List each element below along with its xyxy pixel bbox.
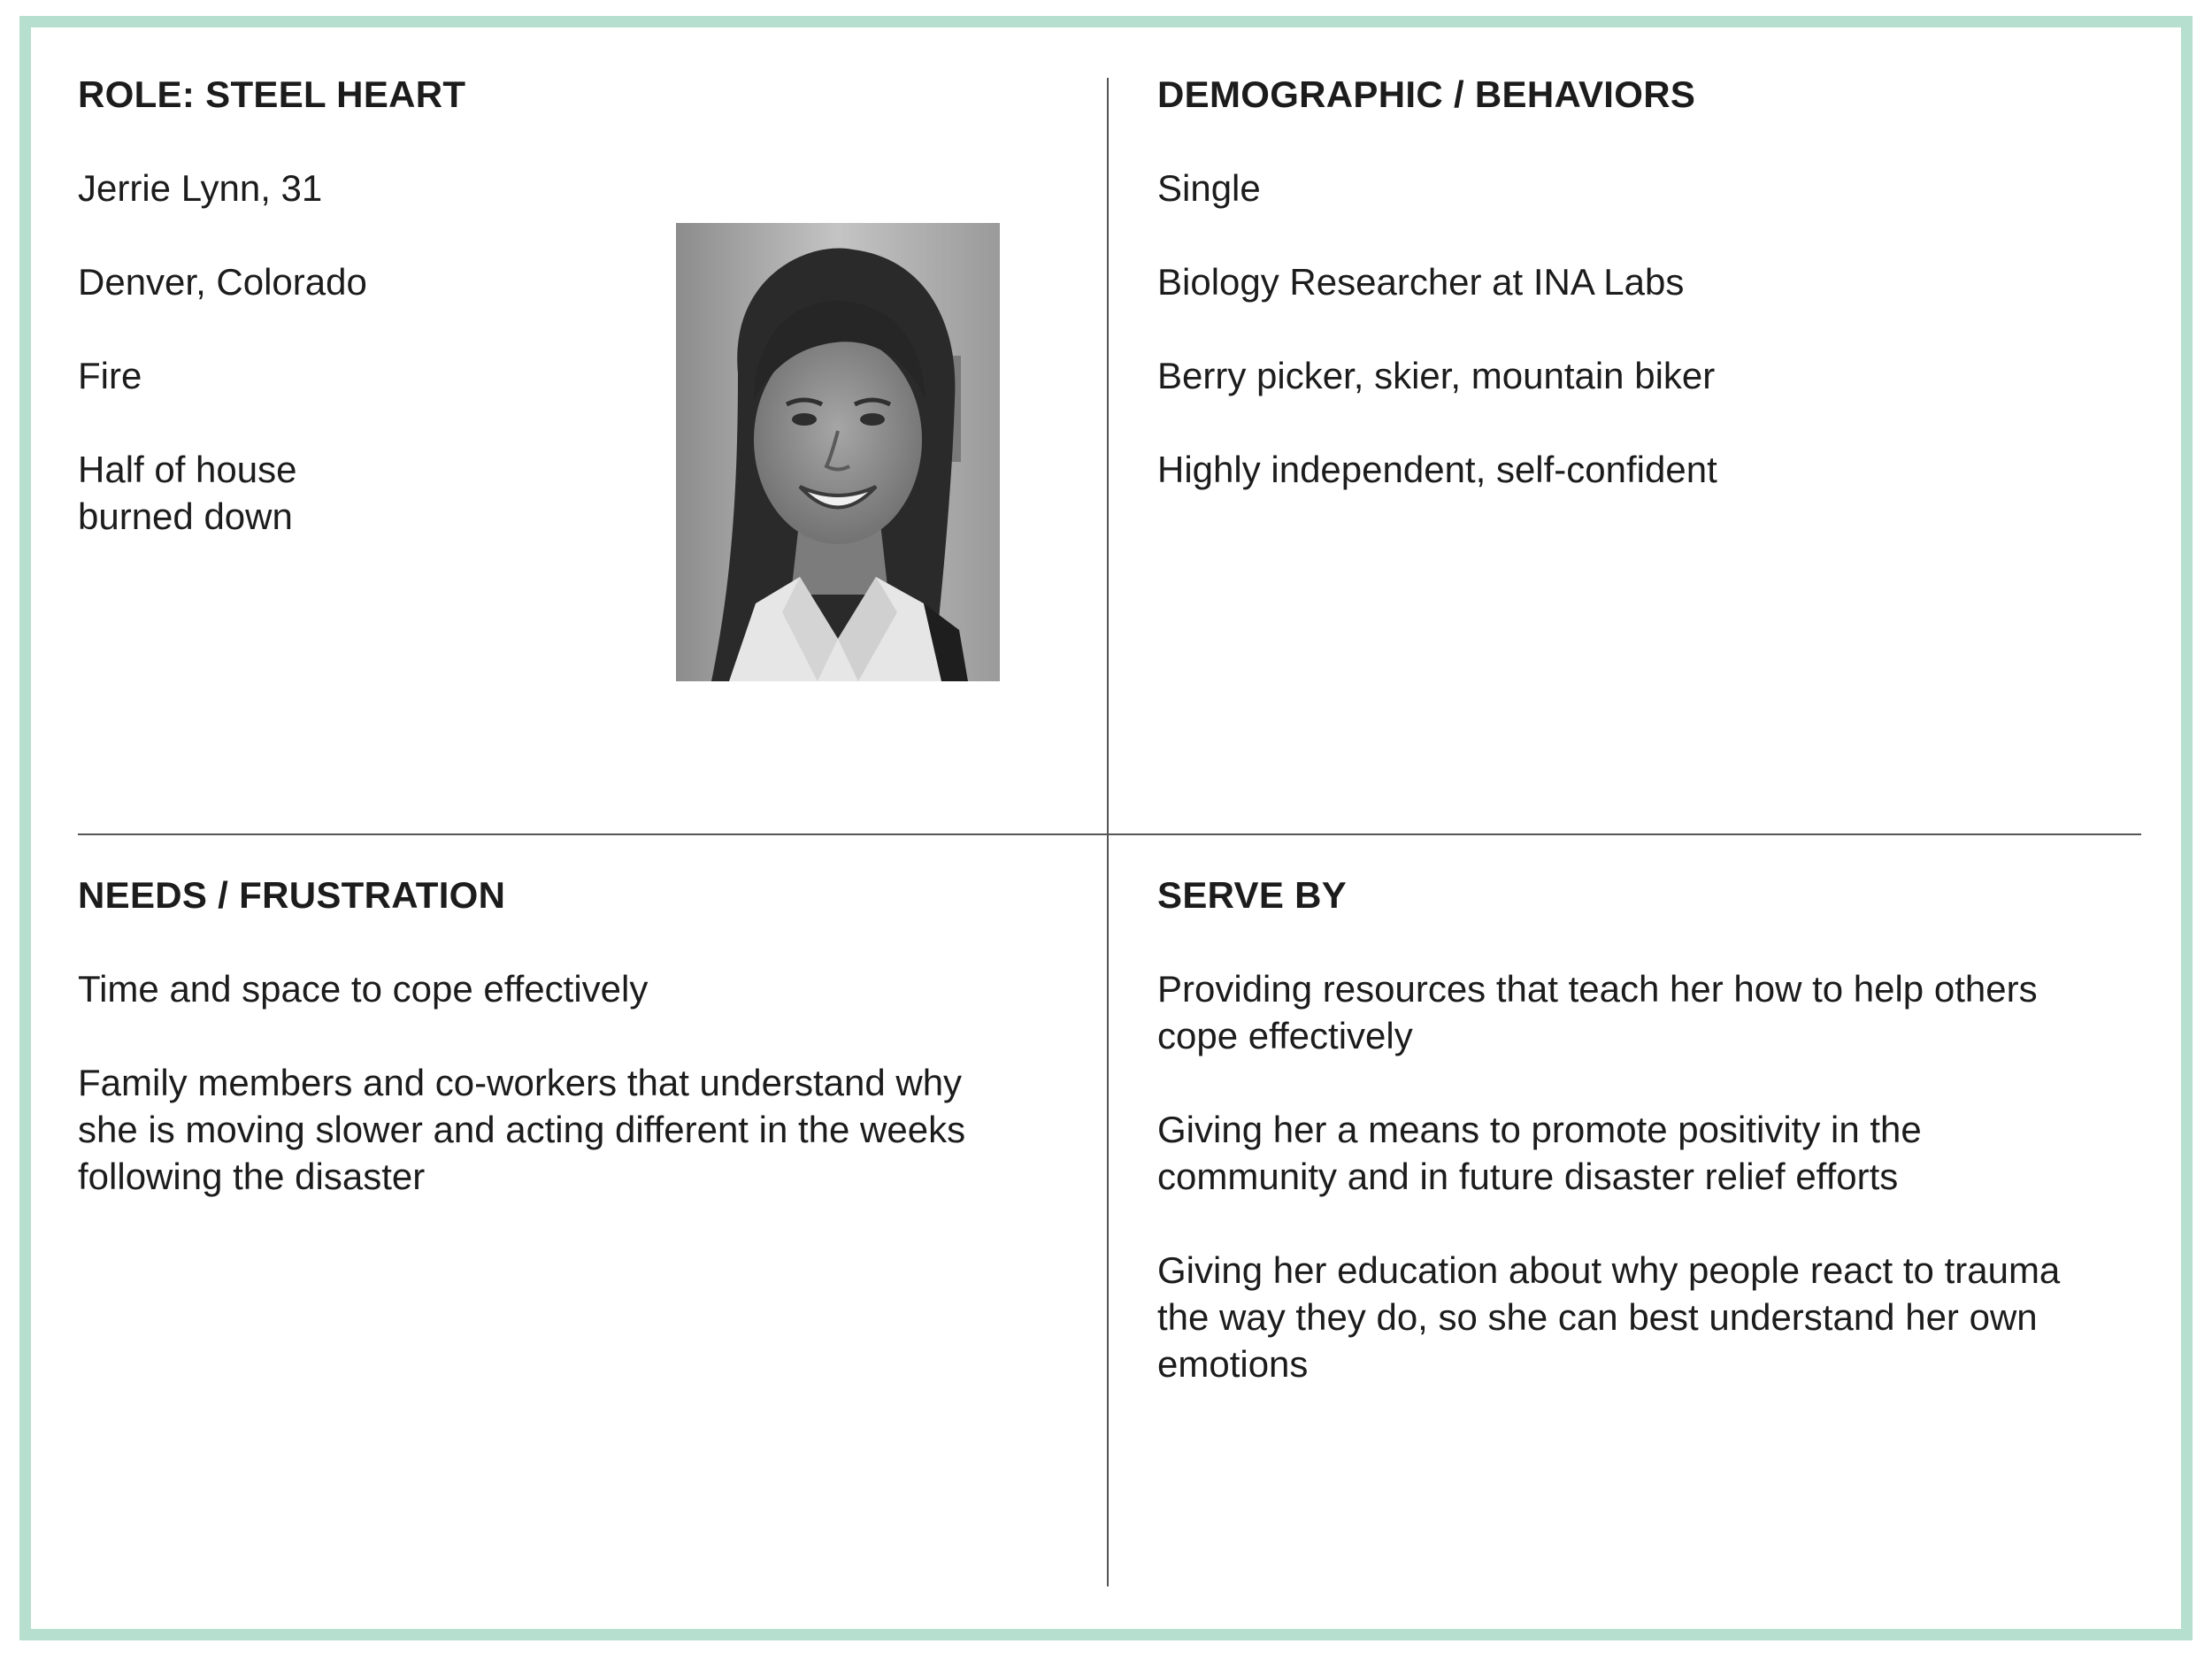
- needs-item: Time and space to cope effectively: [78, 968, 649, 1010]
- serve-item-line: Giving her education about why people react to trauma: [1157, 1249, 2061, 1291]
- needs-section: [78, 872, 1069, 1247]
- serve-item: [1157, 1106, 2148, 1200]
- serve-item-line: Giving her a means to promote positivity in the: [1157, 1109, 1922, 1150]
- serve-section: [1157, 872, 2148, 1434]
- serve-heading: SERVE BY: [1157, 874, 1348, 916]
- serve-item-line: Providing resources that teach her how to help others: [1157, 968, 2038, 1010]
- needs-item: [78, 1059, 1069, 1200]
- persona-disaster-type: Fire: [78, 355, 142, 396]
- demographic-item: Single: [1157, 167, 1261, 209]
- demographic-heading: DEMOGRAPHIC / BEHAVIORS: [1157, 73, 1696, 115]
- demographic-item: Highly independent, self-confident: [1157, 449, 1717, 490]
- demographic-section: [1157, 71, 2131, 540]
- role-heading: ROLE: STEEL HEART: [78, 73, 466, 115]
- demographic-item: Biology Researcher at INA Labs: [1157, 261, 1685, 303]
- needs-item-line: following the disaster: [78, 1156, 426, 1197]
- persona-name-age: Jerrie Lynn, 31: [78, 167, 323, 209]
- horizontal-divider: [78, 833, 2141, 835]
- persona-location: Denver, Colorado: [78, 261, 367, 303]
- vertical-divider: [1107, 78, 1109, 1586]
- serve-item: [1157, 1247, 2148, 1387]
- needs-item-line: she is moving slower and acting different in the weeks: [78, 1109, 966, 1150]
- persona-damage: [78, 446, 379, 540]
- serve-item-line: emotions: [1157, 1343, 1309, 1385]
- serve-item: [1157, 965, 2148, 1059]
- needs-heading: NEEDS / FRUSTRATION: [78, 874, 506, 916]
- needs-item-line: Family members and co-workers that understand why: [78, 1062, 963, 1103]
- persona-portrait-image: [676, 223, 1000, 681]
- persona-photo: [676, 223, 1000, 681]
- serve-item-line: community and in future disaster relief efforts: [1157, 1156, 1899, 1197]
- serve-item-line: the way they do, so she can best understand her own: [1157, 1296, 2038, 1338]
- persona-damage-line: burned down: [78, 495, 293, 537]
- demographic-item: Berry picker, skier, mountain biker: [1157, 355, 1716, 396]
- serve-item-line: cope effectively: [1157, 1015, 1413, 1056]
- persona-damage-line: Half of house: [78, 449, 297, 490]
